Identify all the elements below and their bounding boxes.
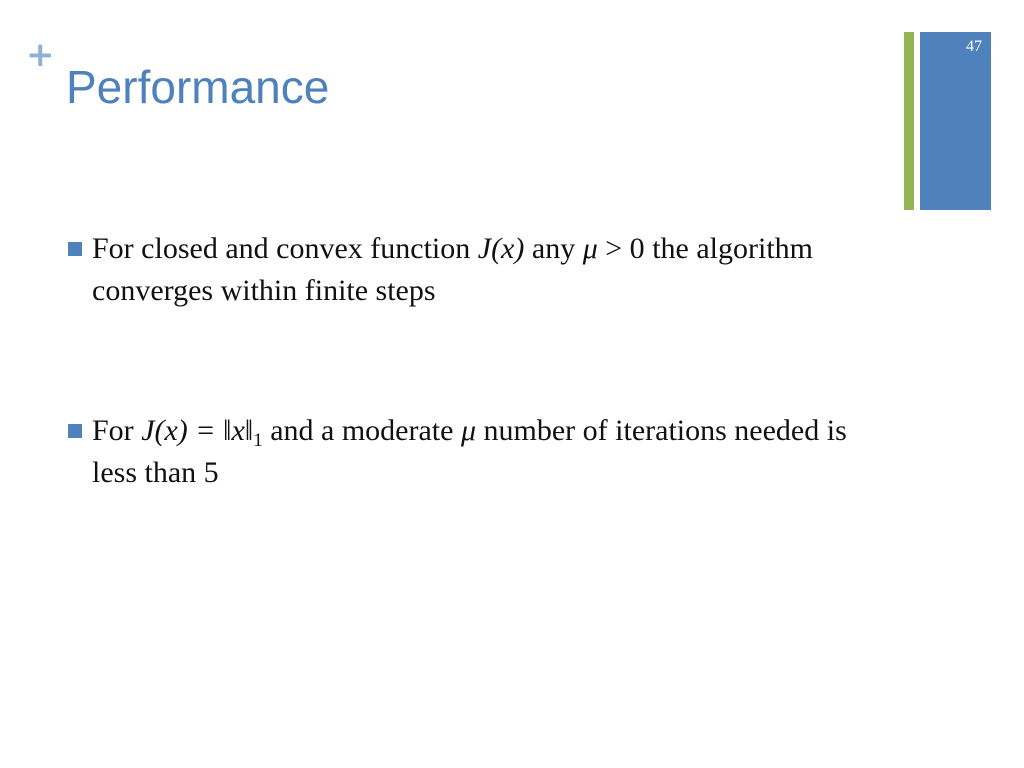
bullet-2-math-mu: μ [460,414,477,447]
bullet-square-icon [68,424,82,438]
bullet-1-text-c: the algorithm converges within finite steps [92,232,813,307]
bullet-square-icon [68,242,82,256]
bullet-2-math-norm: ‖x‖ [223,414,254,447]
bullet-1-math-gt0: > 0 [597,232,645,265]
accent-bar-blue [920,32,991,210]
accent-bar-green [904,32,914,210]
plus-decoration-icon: + [26,35,55,75]
bullet-2-math-sub: 1 [253,430,263,451]
slide-title: Performance [66,61,330,113]
bullet-item-1 [92,228,892,312]
page-number: 47 [966,38,982,55]
bullet-1-text-b: any [524,232,583,265]
bullet-item-2 [92,410,892,494]
bullet-2-text-a: For [92,414,142,447]
bullet-1-text-a: For closed and convex function [92,232,478,265]
bullet-1-math-jx: J(x) [477,232,525,265]
bullet-1-math-mu: μ [582,232,598,265]
bullet-2-text-c: number of iterations needed is less than 5 [92,414,847,489]
bullet-2-text-b: and a moderate [262,414,461,447]
bullet-2-math-jx: J(x) = [141,414,224,447]
